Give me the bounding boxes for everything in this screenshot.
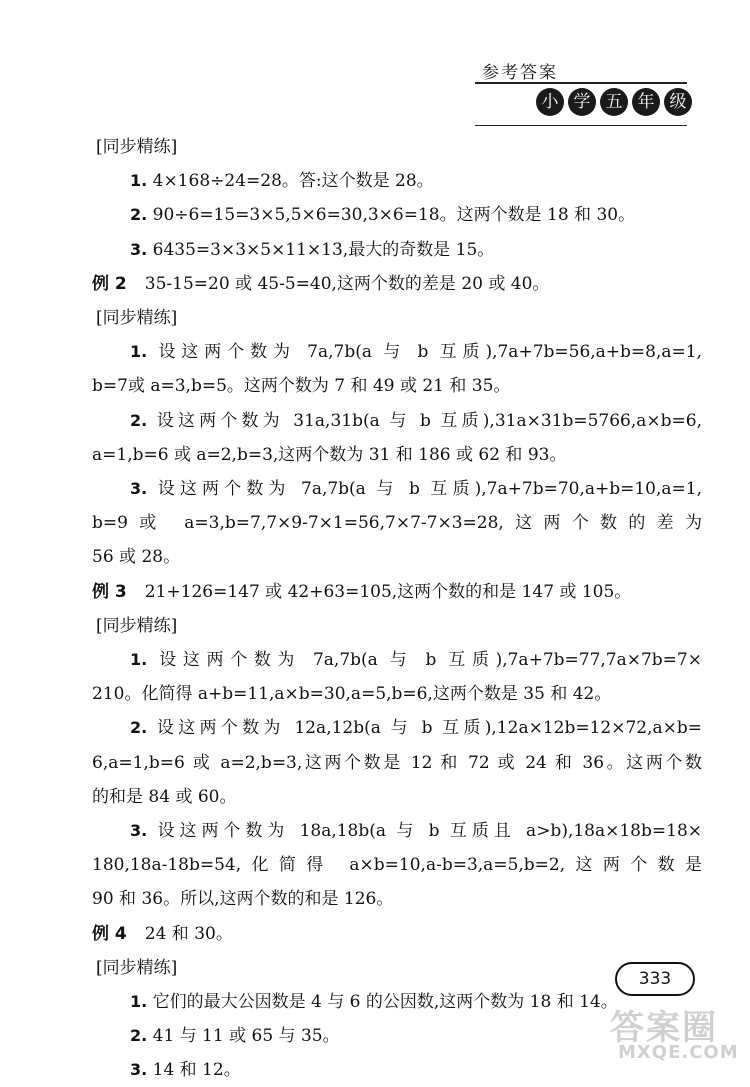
answer-line [130, 814, 702, 848]
line-text: 90÷6=15=3×5,5×6=30,3×6=18。这两个数是 18 和 30。 [147, 205, 636, 226]
answer-line [92, 848, 702, 882]
answer-line [130, 164, 702, 198]
watermark-url: MXQE.COM [618, 1042, 739, 1063]
example-line [92, 267, 702, 301]
example-label: 例 2 [92, 273, 127, 294]
item-number: 1. [130, 650, 148, 669]
line-text: 的和是 84 或 60。 [92, 786, 237, 807]
grade-char: 年 [632, 88, 660, 116]
line-text: 210。化简得 a+b=11,a×b=30,a=5,b=6,这两个数是 35 和 42。 [92, 684, 612, 705]
answer-line [130, 404, 702, 438]
answer-line [92, 438, 702, 472]
item-number: 3. [130, 239, 148, 259]
answer-line [92, 506, 702, 540]
header-rule-bottom [475, 125, 687, 126]
answer-line [92, 780, 702, 814]
item-number: 2. [130, 410, 148, 430]
answer-line [92, 746, 702, 780]
item-number: 3. [130, 821, 148, 840]
line-text: 设这两个数为 31a,31b(a 与 b 互质),31a×31b=5766,a×b=6, [147, 410, 702, 431]
item-number: 1. [130, 171, 148, 191]
answer-line [130, 198, 702, 232]
line-text: 设这两个数为 7a,7b(a 与 b 互质),7a+7b=77,7a×7b=7× [147, 650, 702, 670]
line-text: 180,18a-18b=54,化简得 a×b=10,a-b=3,a=5,b=2,这两个数是 [92, 855, 702, 876]
line-text: [同步精练] [96, 137, 178, 157]
item-number: 2. [130, 718, 148, 738]
grade-char: 小 [536, 88, 564, 116]
grade-char: 级 [664, 88, 692, 116]
grade-label [536, 88, 692, 116]
line-text: 设这两个数为 18a,18b(a 与 b 互质且 a>b),18a×18b=18× [147, 821, 702, 841]
line-text: b=9或 a=3,b=7,7×9-7×1=56,7×7-7×3=28,这两个数的差为 [92, 513, 702, 534]
item-number: 1. [130, 342, 148, 362]
item-number: 3. [130, 1060, 148, 1080]
answer-line [130, 233, 702, 267]
line-text: [同步精练] [96, 615, 178, 636]
line-text: 设这两个数为 7a,7b(a 与 b 互质),7a+7b=70,a+b=10,a=1, [147, 479, 702, 499]
grade-char: 学 [568, 88, 596, 116]
line-text: 设这两个数为 7a,7b(a 与 b 互质),7a+7b=56,a+b=8,a=1, [147, 342, 702, 363]
line-text: 6,a=1,b=6 或 a=2,b=3,这两个数是 12 和 72 或 24 和 36。这两个数 [92, 752, 702, 773]
example-label: 例 3 [92, 581, 127, 602]
line-text: 24 和 30。 [144, 923, 233, 944]
answer-line [130, 1053, 702, 1087]
line-text: 6435=3×3×5×11×13,最大的奇数是 15。 [147, 239, 495, 260]
header-title: 参考答案 [482, 63, 558, 83]
answer-line [130, 711, 702, 745]
line-text: 设这两个数为 12a,12b(a 与 b 互质),12a×12b=12×72,a×b= [147, 718, 702, 739]
line-text: a=1,b=6 或 a=2,b=3,这两个数为 31 和 186 或 62 和 93。 [92, 444, 567, 465]
answer-line [130, 472, 702, 506]
header-rule-top [475, 82, 687, 84]
line-text: [同步精练] [96, 957, 178, 978]
item-number: 1. [130, 992, 148, 1011]
item-number: 3. [130, 479, 148, 498]
answer-line [92, 677, 702, 711]
example-line [92, 917, 702, 951]
answer-line [92, 540, 702, 574]
line-text: 14 和 12。 [147, 1060, 241, 1081]
line-text: b=7或 a=3,b=5。这两个数为 7 和 49 或 21 和 35。 [92, 376, 511, 397]
example-label: 例 4 [92, 923, 127, 944]
section-heading [96, 130, 706, 164]
watermark-logo: 答案圈 [610, 1008, 718, 1048]
line-text: 它们的最大公因数是 4 与 6 的公因数,这两个数为 18 和 14。 [147, 992, 618, 1012]
example-line [92, 575, 702, 609]
line-text: 56 或 28。 [92, 547, 181, 568]
answer-line [130, 335, 702, 369]
answer-line [92, 882, 702, 916]
line-text: 4×168÷24=28。答:这个数是 28。 [147, 171, 434, 192]
line-text: 41 与 11 或 65 与 35。 [147, 1026, 340, 1047]
line-text: 90 和 36。所以,这两个数的和是 126。 [92, 889, 394, 910]
item-number: 2. [130, 205, 148, 225]
section-heading [96, 609, 706, 643]
item-number: 2. [130, 1026, 148, 1046]
answer-line [92, 369, 702, 403]
line-text: 21+126=147 或 42+63=105,这两个数的和是 147 或 105。 [144, 581, 632, 602]
line-text: 35-15=20 或 45-5=40,这两个数的差是 20 或 40。 [144, 273, 550, 294]
answer-line [130, 643, 702, 677]
line-text: [同步精练] [96, 308, 178, 328]
grade-char: 五 [600, 88, 628, 116]
page-number: 333 [615, 962, 695, 996]
section-heading [96, 301, 706, 335]
